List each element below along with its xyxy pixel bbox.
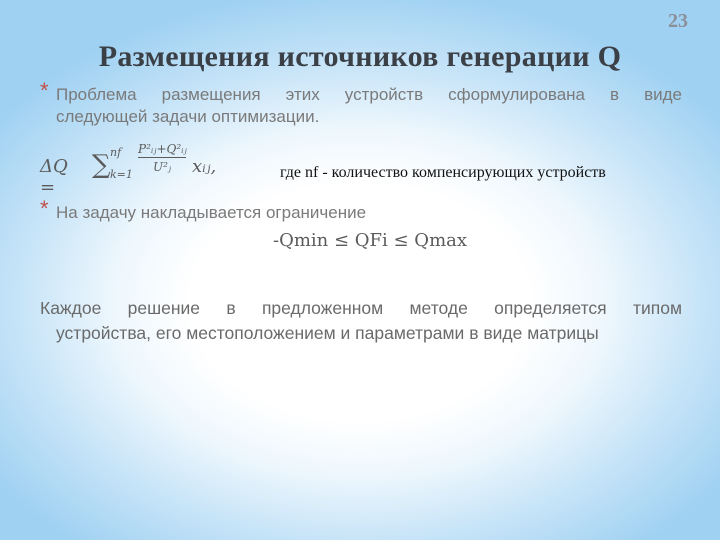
paragraph-line: Каждое решение в предложенном методе определяется типом (40, 298, 682, 318)
method-paragraph (40, 296, 682, 346)
bullet-text: На задачу накладывается ограничение (56, 203, 367, 222)
sum-symbol: ∑ (92, 150, 111, 180)
paragraph-line: устройства, его местоположением и параметрами в виде матрицы (56, 323, 599, 343)
fraction-denominator: U²ⱼ (152, 160, 172, 174)
formula-note: где nf - количество компенсирующих устройств (280, 164, 606, 181)
formula-fraction (138, 142, 186, 174)
formula-lhs: ΔQ = (40, 156, 68, 198)
bullet-text-line: следующей задачи оптимизации. (56, 107, 320, 126)
bullet-marker: * (40, 78, 49, 103)
slide-number: 23 (668, 10, 688, 32)
slide-title: Размещения источников генерации Q (98, 40, 622, 73)
bullet-text-line: Проблема размещения этих устройств сформулирована в виде (56, 85, 682, 104)
fraction-numerator: P²ᵢⱼ+Q²ᵢⱼ (138, 142, 187, 156)
sum-upper-limit: nf (110, 146, 122, 159)
constraint-formula: -Qmin ≤ QFi ≤ Qmax (273, 230, 468, 251)
sum-lower-limit: k=1 (110, 168, 133, 181)
bullet-marker: * (40, 196, 49, 221)
formula-tail: xᵢⱼ, (192, 156, 217, 177)
